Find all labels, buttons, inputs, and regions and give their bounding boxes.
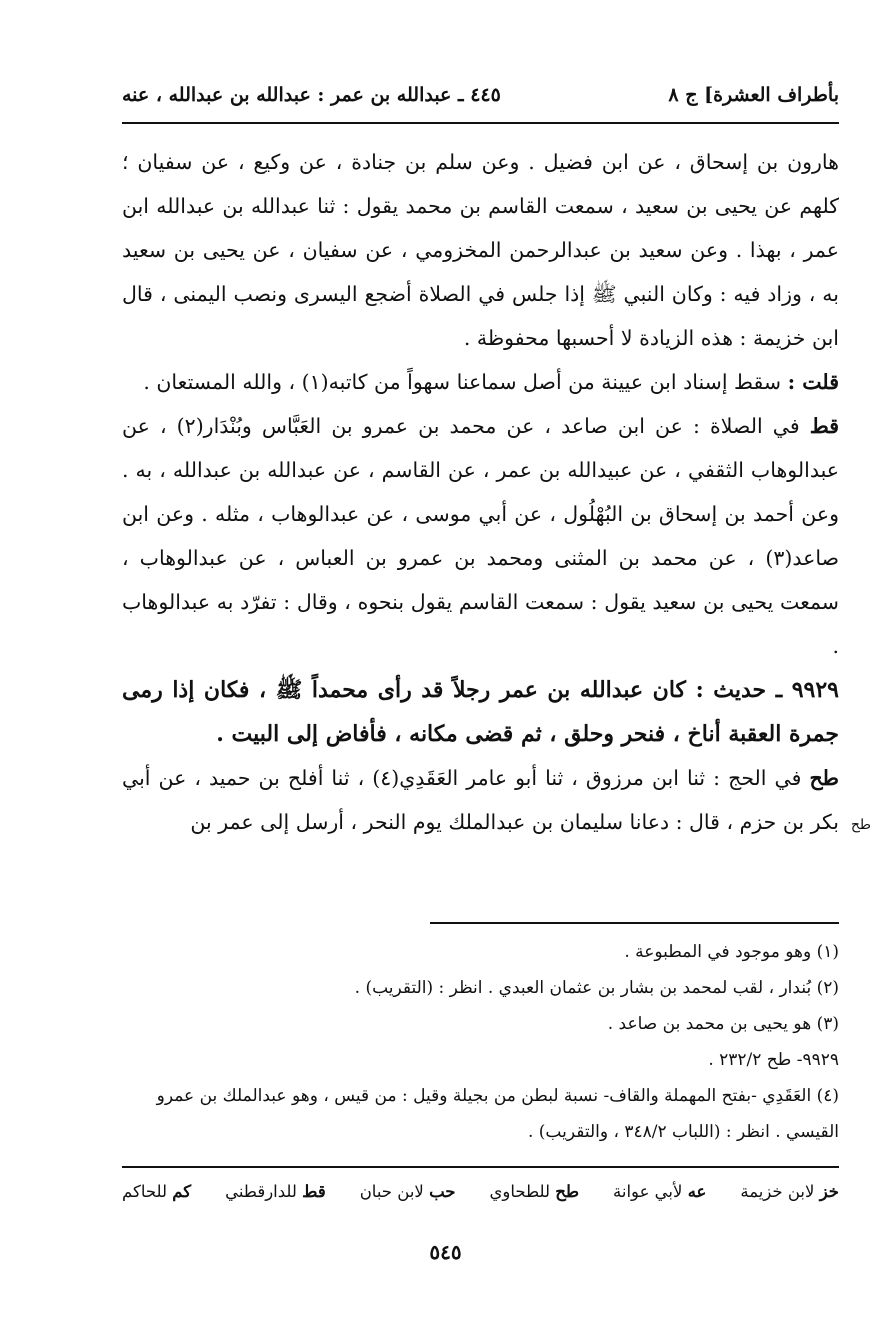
paragraph [122, 404, 839, 668]
abbreviation-text: للدارقطني [225, 1182, 297, 1201]
footnote: (٤) العَقَدِي -بفتح المهملة والقاف- نسبة لبطن من بجيلة وقيل : من قيس ، وهو عبدالملك بن عمرو القيسي . انظر : (اللباب ٣٤٨/٢ ، والتقريب) . [156, 1086, 839, 1142]
running-header [122, 78, 839, 112]
paragraph-text: في الحج : ثنا ابن مرزوق ، ثنا أبو عامر العَقَدِي(٤) ، ثنا أفلح بن حميد ، عن أبي بكر بن حزم ، قال : دعانا سليمان بن عبدالملك يوم النحر ، أرسل إلى عمر بن [122, 766, 839, 834]
abbreviation-text: لابن حبان [359, 1182, 424, 1201]
abbreviation-item [360, 1182, 456, 1201]
paragraph [122, 756, 839, 844]
abbreviation-item [225, 1182, 326, 1201]
footnote: (٣) هو يحيى بن محمد بن صاعد . [607, 1014, 839, 1034]
abbreviation-text: لأبي عوانة [613, 1182, 683, 1201]
hadith-entry [122, 668, 839, 756]
header-volume: بأطراف العشرة] ج ٨ [668, 84, 839, 106]
hadith-number: ٩٩٢٩ [791, 677, 839, 703]
header-rule [122, 122, 839, 124]
paragraph [122, 360, 839, 404]
abbreviation-code: حب [429, 1182, 456, 1201]
paragraph-text: في الصلاة : عن ابن صاعد ، عن محمد بن عمرو بن العَبَّاس وبُنْدَار(٢) ، عن عبدالوهاب الثقفي ، عن عبيدالله بن عمر ، عن القاسم ، عن عبدالله بن عبدالله ، به . وعن أحمد بن إسحاق بن البُهْلُول ، عن أبي موسى ، عن عبدالوهاب ، مثله . وعن ابن صاعد(٣) ، عن محمد بن المثنى ومحمد بن عمرو بن العباس ، عن عبدالوهاب ، سمعت يحيى بن سعيد يقول : سمعت القاسم يقول بنحوه ، وقال : تفرّد به عبدالوهاب . [122, 414, 839, 658]
abbreviation-code: قط [302, 1182, 326, 1201]
header-section: ٤٤٥ ـ عبدالله بن عمر : عبدالله بن عبدالله ، عنه [122, 84, 501, 106]
abbreviation-code: طح [555, 1182, 580, 1201]
abbreviation-text: للطحاوي [489, 1182, 551, 1201]
abbreviation-item [489, 1182, 579, 1201]
abbreviation-item [613, 1182, 706, 1201]
paragraph-lead: طح [809, 766, 839, 790]
page-number: ٥٤٥ [429, 1240, 462, 1264]
paragraph-lead: قط [809, 414, 839, 438]
abbreviations-key [122, 1182, 839, 1201]
paragraph-lead: قلت : [787, 370, 839, 394]
abbreviation-item [122, 1182, 191, 1201]
footnote: ٩٩٢٩- طح ٢٣٢/٢ . [708, 1050, 839, 1070]
footnotes [122, 934, 839, 1150]
paragraph: هارون بن إسحاق ، عن ابن فضيل . وعن سلم بن جنادة ، عن وكيع ، عن سفيان ؛ كلهم عن يحيى بن سعيد ، سمعت القاسم بن محمد يقول : ثنا عبدالله بن عبدالله ابن عمر ، بهذا . وعن سعيد بن عبدالرحمن المخزومي ، عن سفيان ، عن يحيى بن سعيد به ، وزاد فيه : وكان النبي ﷺ إذا جلس في الصلاة أضجع اليسرى ونصب اليمنى ، قال ابن خزيمة : هذه الزيادة لا أحسبها محفوظة . [122, 150, 839, 350]
abbreviation-item [740, 1182, 839, 1201]
footnote: (١) وهو موجود في المطبوعة . [624, 942, 839, 962]
footnote-rule [430, 922, 839, 924]
paragraph-text: سقط إسناد ابن عيينة من أصل سماعنا سهواً من كاتبه(١) ، والله المستعان . [143, 370, 788, 394]
main-text [122, 140, 839, 844]
abbreviation-text: للحاكم [122, 1182, 168, 1201]
margin-mark: طح [850, 817, 871, 833]
abbreviation-code: خز [819, 1182, 839, 1201]
abbreviation-code: عه [687, 1182, 707, 1201]
abbreviation-text: لابن خزيمة [740, 1182, 815, 1201]
hadith-text: ـ حديث : كان عبدالله بن عمر رجلاً قد رأى محمداً ﷺ ، فكان إذا رمى جمرة العقبة أناخ ، فنحر وحلق ، ثم قضى مكانه ، فأفاض إلى البيت . [122, 677, 839, 747]
abbreviations-rule [122, 1166, 839, 1168]
abbreviation-code: كم [172, 1182, 192, 1201]
footnote: (٢) بُندار ، لقب لمحمد بن بشار بن عثمان العبدي . انظر : (التقريب) . [354, 978, 839, 998]
